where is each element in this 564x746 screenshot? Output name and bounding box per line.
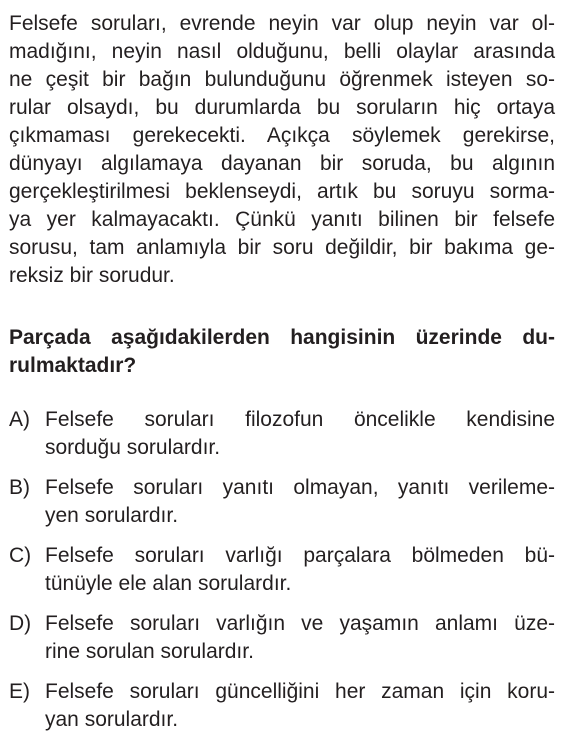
- option-text-line: Felsefe soruları filozofun öncelikle kendisine: [45, 408, 555, 431]
- option-text-line: tünüyle ele alan sorulardır.: [45, 572, 292, 595]
- option-text-line: Felsefe soruları varlığın ve yaşamın anlamı üze-: [45, 612, 555, 635]
- passage-line: ne çeşit bir bağın bulunduğunu öğrenmek isteyen so-: [9, 68, 555, 91]
- option-e[interactable]: [9, 678, 555, 734]
- option-c[interactable]: [9, 542, 555, 598]
- option-letter: B): [9, 476, 30, 499]
- option-letter: C): [9, 544, 32, 567]
- passage-line: ya yer kalmayacaktı. Çünkü yanıtı bilinen bir felsefe: [9, 208, 555, 231]
- passage-line: sorusu, tam anlamıyla bir soru değildir, bir bakıma ge-: [9, 236, 555, 259]
- passage-line: Felsefe soruları, evrende neyin var olup neyin var ol-: [9, 12, 555, 35]
- passage-line: reksiz bir sorudur.: [9, 264, 175, 287]
- option-text-line: rine sorulan sorulardır.: [45, 640, 254, 663]
- question-document: [9, 10, 555, 746]
- option-text-line: yan sorulardır.: [45, 708, 179, 731]
- option-a[interactable]: [9, 406, 555, 462]
- option-b[interactable]: [9, 474, 555, 530]
- option-text-line: sorduğu sorulardır.: [45, 436, 221, 459]
- option-text-line: Felsefe soruları yanıtı olmayan, yanıtı verileme-: [45, 476, 555, 499]
- answer-options: [9, 406, 555, 734]
- question-line: rulmaktadır?: [9, 354, 137, 377]
- question-line: Parçada aşağıdakilerden hangisinin üzerinde du-: [9, 326, 555, 349]
- option-d[interactable]: [9, 610, 555, 666]
- passage-line: gerçekleştirilmesi beklenseydi, artık bu soruyu sorma-: [9, 180, 555, 203]
- question-stem: [9, 324, 555, 380]
- option-text-line: Felsefe soruları güncelliğini her zaman için koru-: [45, 680, 555, 703]
- option-text-line: yen sorulardır.: [45, 504, 179, 527]
- option-letter: D): [9, 612, 32, 635]
- passage-line: madığını, neyin nasıl olduğunu, belli olaylar arasında: [9, 40, 555, 63]
- passage-line: çıkmaması gerekecekti. Açıkça söylemek gerekirse,: [9, 124, 555, 147]
- passage-line: dünyayı algılamaya dayanan bir soruda, bu algının: [9, 152, 555, 175]
- option-letter: E): [9, 680, 30, 703]
- passage-line: rular olsaydı, bu durumlarda bu soruların hiç ortaya: [9, 96, 555, 119]
- reading-passage: [9, 10, 555, 290]
- option-letter: A): [9, 408, 30, 431]
- option-text-line: Felsefe soruları varlığı parçalara bölmeden bü-: [45, 544, 555, 567]
